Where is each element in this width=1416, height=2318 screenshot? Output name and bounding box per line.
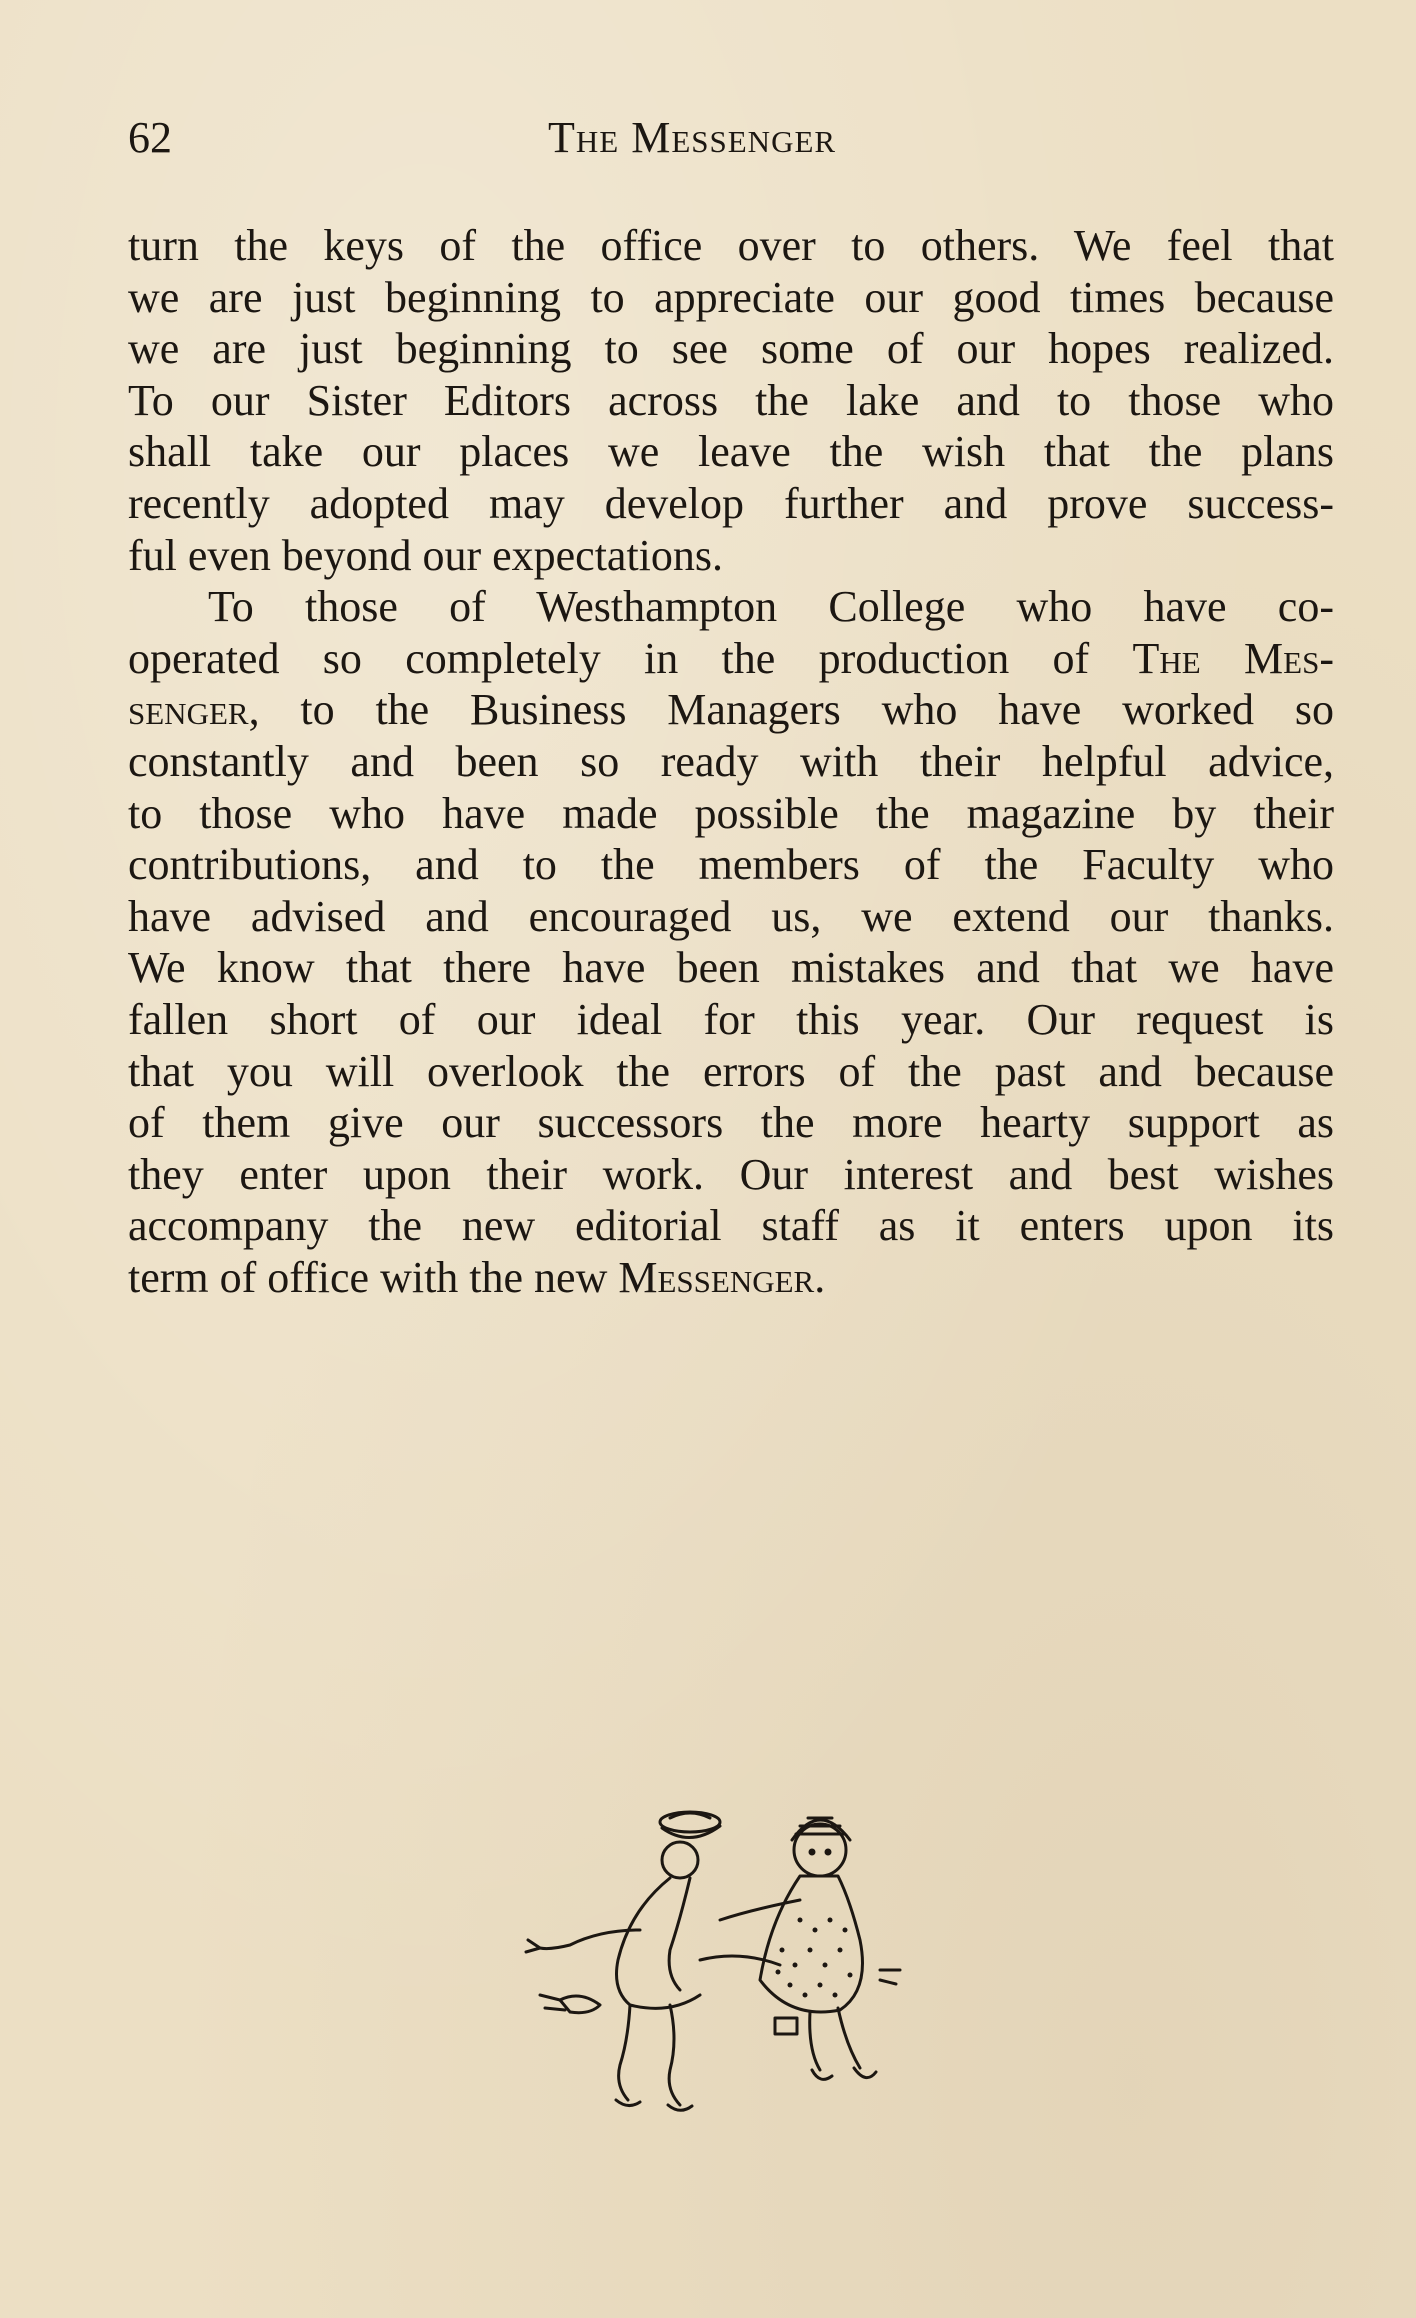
text-line [128, 1252, 1334, 1304]
text-line: accompany the new editorial staff as it enters upon its [128, 1201, 1334, 1251]
text-segment: operated so completely in the production of [128, 633, 1090, 683]
text-line: we are just beginning to see some of our hopes realized. [128, 324, 1334, 374]
text-line: constantly and been so ready with their helpful advice, [128, 736, 1334, 786]
text-segment: term of office with the new [128, 1252, 608, 1302]
text-line: contributions, and to the members of the Faculty who [128, 840, 1334, 890]
text-line: have advised and encouraged us, we extend our thanks. [128, 891, 1334, 941]
text-segment: . [814, 1252, 826, 1302]
text-line: fallen short of our ideal for this year. Our request is [128, 994, 1334, 1044]
text-segment: , to the Business Managers who have worked so [248, 685, 1334, 735]
text-line: ful even beyond our expectations. [128, 530, 724, 580]
vignette-children-illustration-icon [520, 1800, 940, 2130]
text-line [128, 633, 1334, 685]
page-header [128, 112, 1328, 172]
running-head: The Messenger [548, 113, 837, 162]
text-line: we are just beginning to appreciate our good times because [128, 272, 1334, 322]
text-line: We know that there have been mistakes and that we have [128, 943, 1334, 993]
text-line: shall take our places we leave the wish that the plans [128, 427, 1334, 477]
text-line: To those of Westhampton College who have co- [208, 582, 1334, 632]
magazine-title: The Mes- [1132, 633, 1334, 683]
text-line: they enter upon their work. Our interest and best wishes [128, 1149, 1334, 1199]
text-line: turn the keys of the office over to others. We feel that [128, 221, 1334, 270]
text-line: that you will overlook the errors of the past and because [128, 1046, 1334, 1096]
page-number: 62 [128, 113, 172, 162]
text-line [128, 684, 1334, 736]
magazine-title: Messenger [618, 1252, 815, 1302]
text-line: recently adopted may develop further and prove success- [128, 478, 1334, 528]
text-line: to those who have made possible the magazine by their [128, 788, 1334, 838]
text-line: To our Sister Editors across the lake and to those who [128, 375, 1334, 425]
text-line: of them give our successors the more hearty support as [128, 1098, 1334, 1148]
body-text [128, 220, 1334, 1303]
magazine-title: senger [128, 685, 249, 735]
